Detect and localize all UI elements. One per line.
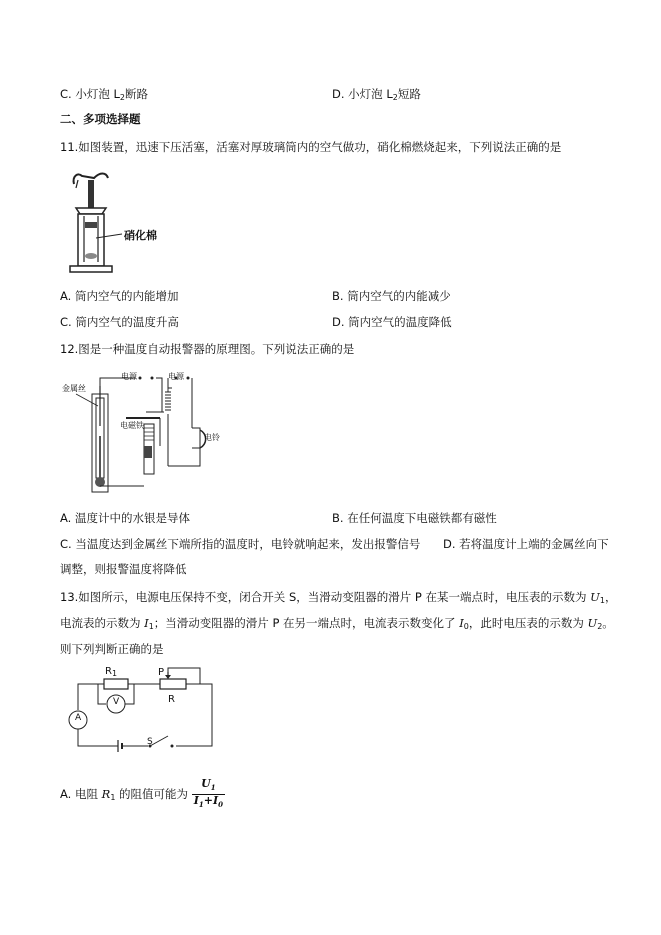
q11-option-b: B. 筒内空气的内能减少 <box>332 289 451 303</box>
q13-option-a: A. 电阻 $R_1$ 的阻值可能为 $\frac{U_1}{I_1+I_0}$ <box>60 777 223 810</box>
q12-label-electromagnet: 电磁铁 <box>120 421 144 430</box>
q12-label-metal-wire: 金属丝 <box>62 384 86 393</box>
q12-label-power-1: 电源 <box>121 372 137 381</box>
prev-option-c: C. 小灯泡 $L_2$断路 <box>60 87 148 102</box>
q11-option-c: C. 筒内空气的温度升高 <box>60 315 179 329</box>
q11-option-d: D. 筒内空气的温度降低 <box>332 315 452 329</box>
q12-option-a: A. 温度计中的水银是导体 <box>60 511 190 525</box>
q12-option-d: D. 若将温度计上端的金属丝向下 <box>443 537 609 551</box>
q13-label-voltmeter: V <box>113 697 120 707</box>
q13-label-r: R <box>168 694 175 705</box>
q13-label-switch: S <box>147 737 153 747</box>
q12-label-power-2: 电源 <box>168 372 184 381</box>
q13-stem-line-2: 电流表的示数为 $I_1$；当滑动变阻器的滑片 P 在另一端点时，电流表示数变化了 $I_0$，此时电压表的示数为 $U_2$。 <box>60 616 614 631</box>
q13-formula: $\frac{U_1}{I_1+I_0}$ <box>193 777 223 810</box>
q11-figure-glass-cylinder <box>66 166 176 276</box>
section-heading: 二、多项选择题 <box>60 112 141 126</box>
q12-option-d-continued: 调整，则报警温度将降低 <box>60 562 187 576</box>
q13-stem-line-1: 13.如图所示，电源电压保持不变，闭合开关 S，当滑动变阻器的滑片 P 在某一端点时，电压表的示数为 $U_1$， <box>60 590 617 605</box>
q12-label-bell: 电铃 <box>204 433 220 442</box>
q12-stem: 12.图是一种温度自动报警器的原理图。下列说法正确的是 <box>60 342 355 356</box>
q12-option-b: B. 在任何温度下电磁铁都有磁性 <box>332 511 497 525</box>
q11-stem: 11.如图装置，迅速下压活塞，活塞对厚玻璃筒内的空气做功，硝化棉燃烧起来，下列说法正确的是 <box>60 140 562 154</box>
q13-figure-circuit <box>64 664 224 756</box>
prev-option-d: D. 小灯泡 $L_2$短路 <box>332 87 421 102</box>
q13-label-p: P <box>158 667 165 678</box>
q12-figure-temperature-alarm <box>60 366 240 496</box>
q13-label-r1: $R_1$ <box>105 666 118 678</box>
q13-label-ammeter: A <box>75 713 82 723</box>
q13-stem-line-3: 则下列判断正确的是 <box>60 642 164 656</box>
q11-option-a: A. 筒内空气的内能增加 <box>60 289 179 303</box>
q11-figure-label: 硝化棉 <box>124 229 157 242</box>
q12-option-c: C. 当温度达到金属丝下端所指的温度时，电铃就响起来，发出报警信号 <box>60 537 421 551</box>
